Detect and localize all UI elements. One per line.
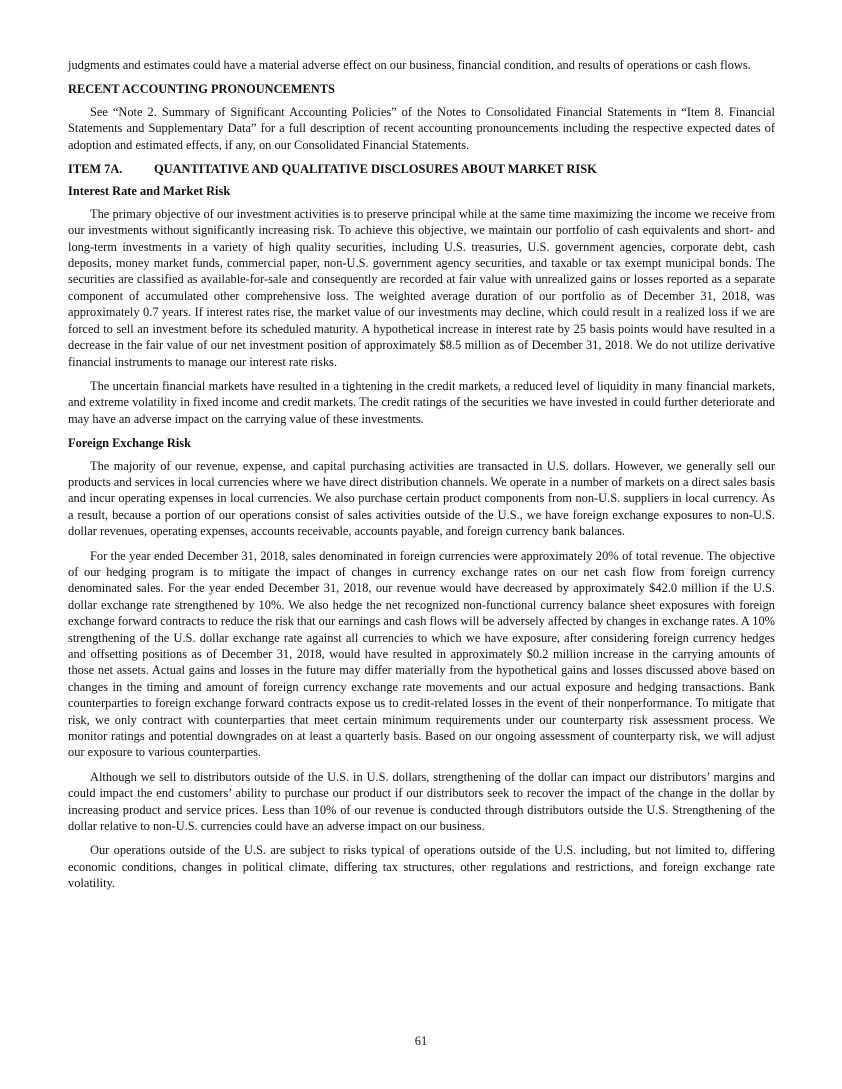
foreign-exchange-heading: Foreign Exchange Risk [68, 436, 191, 451]
item-7a-number: ITEM 7A. [68, 162, 123, 177]
recent-accounting-heading: RECENT ACCOUNTING PRONOUNCEMENTS [68, 82, 335, 97]
page-number: 61 [414, 1034, 428, 1048]
foreign-exchange-paragraph-4: Our operations outside of the U.S. are subject to risks typical of operations outside of the U.S. including, but not limited to, differing economic conditions, changes in political climate, differing tax structures, other regulations and restrictions, and foreign exchange rate volatility. [68, 843, 775, 891]
recent-accounting-paragraph: See “Note 2. Summary of Significant Accounting Policies” of the Notes to Consolidated Financial Statements in “Item 8. Financial Statements and Supplementary Data” for a full description of recent accounting pronouncements including the respective expected dates of adoption and estimated effects, if any, on our Consolidated Financial Statements. [68, 104, 775, 152]
interest-rate-paragraph-1: The primary objective of our investment activities is to preserve principal while at the same time maximizing the income we receive from our investments without significantly increasing risk. To achieve this objective, we maintain our portfolio of cash equivalents and short- and long-term investments in a variety of high quality securities, including U.S. treasuries, U.S. government agencies, corporate debt, cash deposits, money market funds, commercial paper, non-U.S. government agency securities, and taxable or tax exempt municipal bonds. The securities are classified as available-for-sale and consequently are recorded at fair value with unrealized gains or losses reported as a separate component of accumulated other comprehensive loss. The weighted average duration of our portfolio as of December 31, 2018, was approximately 0.7 years. If interest rates rise, the market value of our investments may decline, which could result in a realized loss if we are forced to sell an investment before its scheduled maturity. A hypothetical increase in interest rate by 25 basis points would have resulted in a decrease in the fair value of our net investment position of approximately $8.5 million as of December 31, 2018. We do not utilize derivative financial instruments to manage our interest rate risks. [68, 206, 775, 369]
document-body [68, 57, 775, 900]
item-7a-heading [68, 161, 775, 177]
intro-fragment: judgments and estimates could have a material adverse effect on our business, financial condition, and results of operations or cash flows. [68, 58, 751, 72]
foreign-exchange-paragraph-2: For the year ended December 31, 2018, sales denominated in foreign currencies were approximately 20% of total revenue. The objective of our hedging program is to mitigate the impact of changes in currency exchange rates on our net cash flow from foreign currency denominated sales. For the year ended December 31, 2018, our revenue would have decreased by approximately $42.0 million if the U.S. dollar exchange rate strengthened by 10%. We also hedge the net recognized non-functional currency balance sheet exposures with foreign exchange forward contracts to reduce the risk that our earnings and cash flows will be adversely affected by changes in exchange rates. A 10% strengthening of the U.S. dollar exchange rate against all currencies to which we have exposure, after considering foreign currency hedges and offsetting positions as of December 31, 2018, would have resulted in approximately $0.2 million increase in the carrying amounts of those net assets. Actual gains and losses in the future may differ materially from the hypothetical gains and losses discussed above based on changes in the timing and amount of foreign currency exchange rate movements and our actual exposure and hedging transactions. Bank counterparties to foreign exchange forward contracts expose us to credit-related losses in the event of their nonperformance. To mitigate that risk, we only contract with counterparties that meet certain minimum requirements under our counterparty risk assessment process. We monitor ratings and potential downgrades on at least a quarterly basis. Based on our ongoing assessment of counterparty risk, we will adjust our exposure to various counterparties. [68, 548, 775, 760]
item-7a-title: QUANTITATIVE AND QUALITATIVE DISCLOSURES ABOUT MARKET RISK [154, 162, 597, 177]
foreign-exchange-paragraph-1: The majority of our revenue, expense, and capital purchasing activities are transacted in U.S. dollars. However, we generally sell our products and services in local currencies where we have direct distribution channels. We operate in a number of markets on a direct sales basis and incur operating expenses in local currencies. We also purchase certain product components from non-U.S. suppliers in local currency. As a result, because a portion of our operations consist of sales activities outside of the U.S., we have foreign exchange exposures to non-U.S. dollar revenues, operating expenses, accounts receivable, accounts payable, and foreign currency bank balances. [68, 458, 775, 539]
interest-rate-heading: Interest Rate and Market Risk [68, 184, 231, 199]
interest-rate-paragraph-2: The uncertain financial markets have resulted in a tightening in the credit markets, a reduced level of liquidity in many financial markets, and extreme volatility in fixed income and credit markets. The credit ratings of the securities we have invested in could further deteriorate and may have an adverse impact on the carrying value of these investments. [68, 378, 775, 426]
foreign-exchange-paragraph-3: Although we sell to distributors outside of the U.S. in U.S. dollars, strengthening of the dollar can impact our distributors’ margins and could impact the end customers’ ability to purchase our product if our distributors seek to recover the impact of the change in the dollar by increasing product and service prices. Less than 10% of our revenue is conducted through distributors outside the U.S. Strengthening of the dollar relative to non-U.S. currencies could have an adverse impact on our business. [68, 769, 775, 834]
